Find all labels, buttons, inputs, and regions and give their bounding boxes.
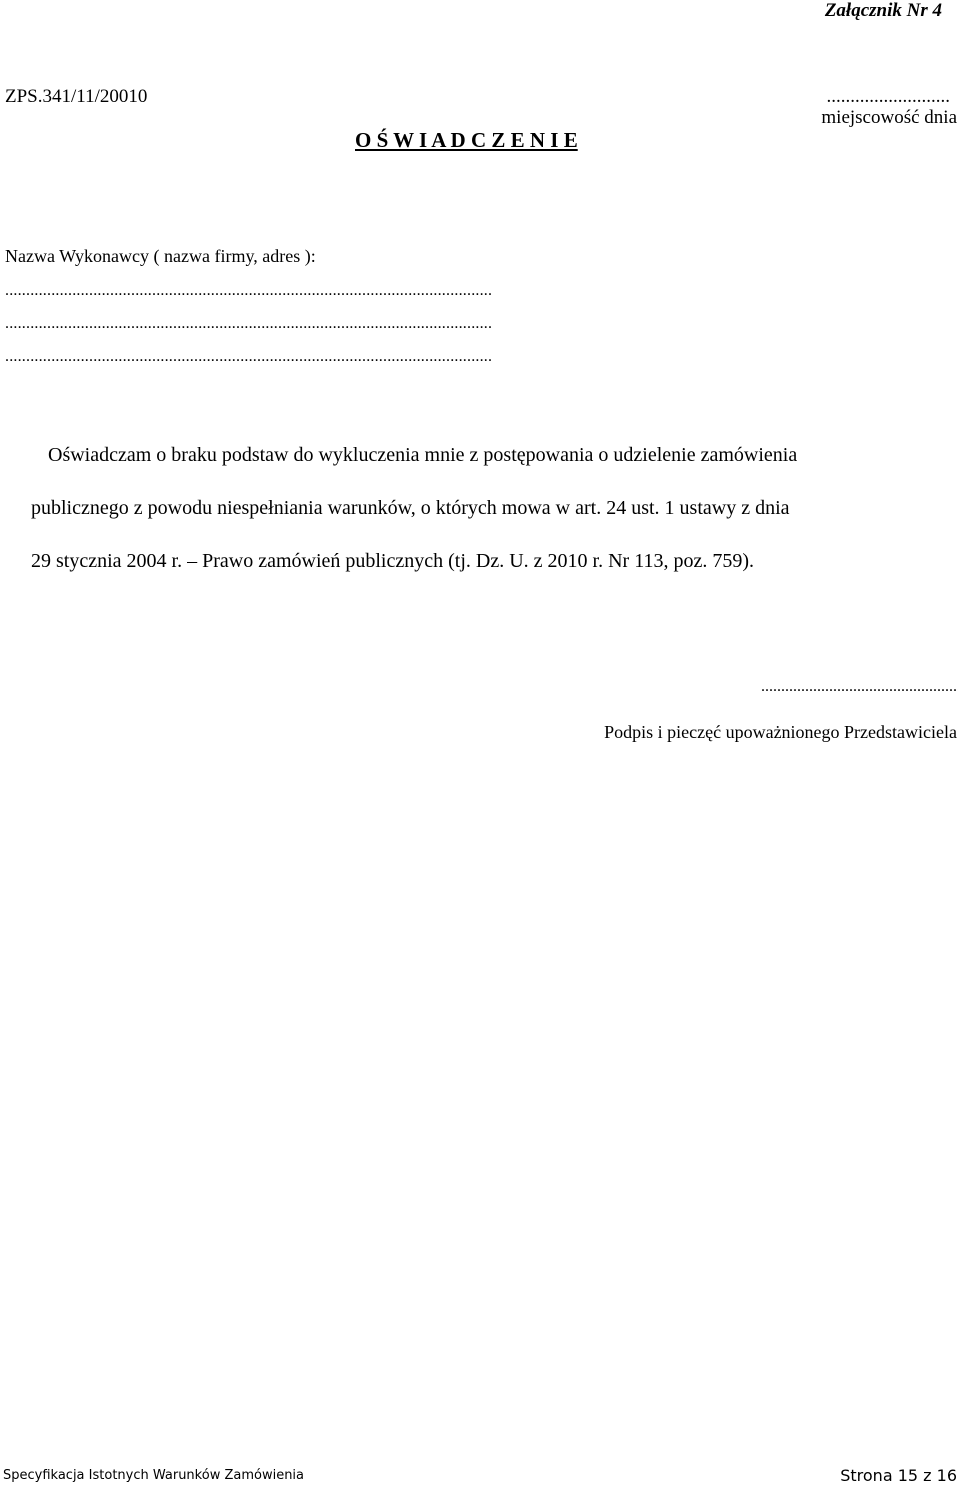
- declaration-line-3: 29 stycznia 2004 r. – Prawo zamówień publicznych (tj. Dz. U. z 2010 r. Nr 113, poz. 759).: [31, 550, 754, 572]
- attachment-number: Załącznik Nr 4: [824, 0, 942, 21]
- document-title: O Ś W I A D C Z E N I E: [355, 128, 578, 152]
- declaration-line-1: Oświadczam o braku podstaw do wykluczenia mnie z postępowania o udzielenie zamówienia: [48, 444, 798, 466]
- signature-label: Podpis i pieczęć upoważnionego Przedstawiciela: [604, 722, 957, 742]
- contractor-dots-line-1: ....................................................................................................................: [5, 282, 493, 299]
- contractor-dots-line-2: ....................................................................................................................: [5, 315, 493, 332]
- place-date-label: miejscowość dnia: [821, 107, 957, 128]
- contractor-dots-line-3: ....................................................................................................................: [5, 348, 493, 365]
- signature-dots: .................................................: [761, 678, 957, 695]
- place-date-dots: ..........................: [826, 86, 950, 107]
- contractor-name-label: Nazwa Wykonawcy ( nazwa firmy, adres ):: [5, 246, 316, 266]
- footer-page-number: Strona 15 z 16: [840, 1466, 957, 1485]
- declaration-line-2: publicznego z powodu niespełniania warunków, o których mowa w art. 24 ust. 1 ustawy z dnia: [31, 497, 790, 519]
- reference-number: ZPS.341/11/20010: [5, 86, 148, 107]
- footer-document-name: Specyfikacja Istotnych Warunków Zamówienia: [3, 1468, 305, 1483]
